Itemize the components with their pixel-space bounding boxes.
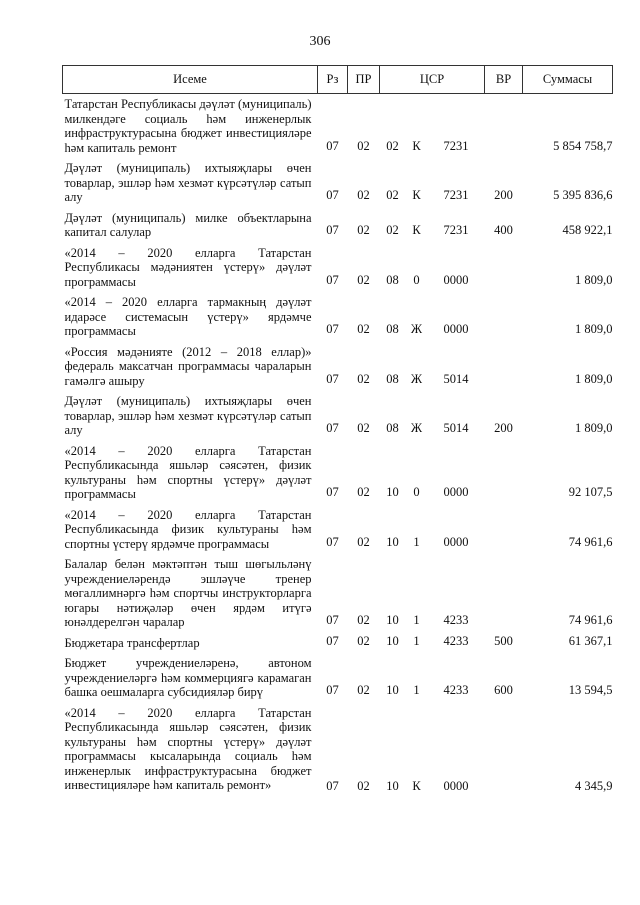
- row-vr: 600: [494, 683, 513, 697]
- row-rz: 07: [326, 633, 339, 648]
- row-csr-1: 10: [386, 683, 399, 697]
- row-csr-2: К: [412, 138, 421, 153]
- row-sum: 61 367,1: [568, 633, 613, 648]
- row-csr-3: 0000: [443, 534, 469, 549]
- row-vr: [485, 505, 523, 555]
- row-csr-2: 0: [413, 485, 420, 499]
- row-csr-1: 02: [386, 223, 399, 237]
- row-sum: 1 809,0: [575, 272, 613, 287]
- row-csr-2: К: [412, 779, 421, 793]
- row-rz: 07: [326, 138, 339, 153]
- row-sum: 1 809,0: [575, 371, 613, 386]
- row-pr: 02: [357, 371, 370, 386]
- row-csr-2: Ж: [410, 322, 423, 336]
- table-row: [63, 292, 613, 342]
- row-csr-1: 02: [386, 138, 399, 153]
- row-pr: 02: [357, 272, 370, 287]
- row-vr: [485, 292, 523, 342]
- row-rz: 07: [326, 371, 339, 386]
- budget-table: [62, 65, 613, 799]
- row-csr-2: 1: [413, 683, 420, 697]
- row-pr: 02: [357, 613, 370, 627]
- row-name: «2014 – 2020 елларга тармакның дәүләт идарәсе системасын үстерү» ярдәмче программасы: [64, 295, 312, 338]
- row-vr: 500: [494, 633, 513, 648]
- row-rz: 07: [326, 485, 339, 499]
- row-name: «Россия мәдәнияте (2012 – 2018 еллар)» федераль максатчан программасы чараларын гамәлгә ашыру: [64, 344, 312, 388]
- table-row: [63, 94, 613, 159]
- row-sum: 5 854 758,7: [553, 138, 613, 153]
- row-pr: 02: [357, 485, 370, 499]
- row-sum: 92 107,5: [568, 485, 613, 499]
- row-csr-3: 5014: [443, 371, 469, 386]
- row-csr-1: 10: [386, 633, 399, 648]
- row-vr: 200: [494, 421, 513, 435]
- table-body: [63, 94, 613, 799]
- row-csr-1: 08: [386, 322, 399, 336]
- row-rz: 07: [326, 613, 339, 627]
- row-csr-1: 08: [386, 421, 399, 435]
- row-sum: 5 395 836,6: [553, 188, 613, 202]
- row-rz: 07: [326, 683, 339, 697]
- row-pr: 02: [357, 223, 370, 237]
- row-csr-3: 7231: [443, 188, 469, 202]
- table-row: [63, 208, 613, 243]
- row-name: «2014 – 2020 елларга Татарстан Республикасында яшьләр сәясәтен, физик культураны һәм спортны үстерү» дәүләт программасы: [64, 443, 312, 501]
- row-csr-3: 0000: [443, 322, 469, 336]
- row-csr-2: Ж: [410, 421, 423, 435]
- row-csr-2: 1: [413, 534, 420, 549]
- header-sum: Суммасы: [523, 66, 613, 94]
- row-pr: 02: [357, 138, 370, 153]
- row-name: Дәүләт (муниципаль) ихтыяҗлары өчен товарлар, эшләр һәм хезмәт күрсәтүләр сатып алу: [64, 394, 312, 437]
- row-csr-1: 10: [386, 485, 399, 499]
- table-header-row: [63, 66, 613, 94]
- row-csr-1: 10: [386, 613, 399, 627]
- row-rz: 07: [326, 188, 339, 202]
- row-name: Дәүләт (муниципаль) ихтыяҗлары өчен товарлар, эшләр һәм хезмәт күрсәтүләр сатып алу: [64, 161, 312, 204]
- table-row: [63, 441, 613, 505]
- row-csr-2: 1: [413, 613, 420, 627]
- row-csr-2: 1: [413, 633, 420, 648]
- header-pr: ПР: [348, 66, 380, 94]
- row-sum: 13 594,5: [568, 683, 613, 697]
- table-row: [63, 342, 613, 392]
- row-csr-3: 7231: [443, 138, 469, 153]
- row-csr-3: 4233: [443, 613, 469, 627]
- table-row: [63, 633, 613, 654]
- row-sum: 1 809,0: [575, 421, 613, 435]
- row-vr: [485, 94, 523, 159]
- row-rz: 07: [326, 779, 339, 793]
- row-pr: 02: [357, 534, 370, 549]
- table-row: [63, 554, 613, 633]
- table-row: [63, 653, 613, 703]
- row-name: Татарстан Республикасы дәүләт (муниципаль) милкендәге социаль һәм инженерлык инфраструктурасына бюджет инвестицияләре һәм капиталь ремонт: [64, 97, 312, 155]
- row-csr-3: 0000: [443, 779, 469, 793]
- row-pr: 02: [357, 421, 370, 435]
- table-row: [63, 703, 613, 799]
- row-csr-3: 7231: [443, 223, 469, 237]
- row-rz: 07: [326, 421, 339, 435]
- row-sum: 458 922,1: [562, 223, 613, 237]
- table-row: [63, 505, 613, 555]
- row-name: Балалар белән мәктәптән тыш шөгыльләнү учреждениеләрендә эшләүче тренер мөгаллимнәргә һәм спортчы инструкторларга югары нәтиҗәләр өчен ярдәм итүгә юнәлдерелгән чаралар: [64, 557, 312, 629]
- table-row: [63, 158, 613, 208]
- row-pr: 02: [357, 683, 370, 697]
- row-rz: 07: [326, 322, 339, 336]
- row-rz: 07: [326, 272, 339, 287]
- row-csr-3: 5014: [443, 421, 469, 435]
- row-sum: 4 345,9: [575, 779, 613, 793]
- row-csr-3: 4233: [443, 683, 469, 697]
- row-csr-1: 08: [386, 371, 399, 386]
- row-vr: [485, 703, 523, 799]
- row-vr: 400: [494, 223, 513, 237]
- row-csr-2: К: [412, 188, 421, 202]
- table-row: [63, 391, 613, 441]
- row-name: «2014 – 2020 елларга Татарстан Республикасы мәдәниятен үстерү» дәүләт программасы: [64, 245, 312, 289]
- row-vr: [485, 441, 523, 505]
- row-pr: 02: [357, 322, 370, 336]
- header-rz: Рз: [318, 66, 348, 94]
- row-rz: 07: [326, 223, 339, 237]
- row-name: «2014 – 2020 елларга Татарстан Республикасында яшьләр сәясәтен, физик культураны һәм спортны үстерү» дәүләт программасы кысаларында социаль һәм инженерлык инфраструктурасына бюджет инвестицияләре һәм капиталь ремонт»: [64, 705, 312, 792]
- row-name: Дәүләт (муниципаль) милке объектларына капитал салулар: [64, 210, 312, 239]
- row-vr: [485, 554, 523, 633]
- row-csr-2: Ж: [410, 371, 423, 386]
- row-name: «2014 – 2020 елларга Татарстан Республикасында физик культураны һәм спортны үстерү ярдәмче программасы: [64, 507, 312, 551]
- header-vr: ВР: [485, 66, 523, 94]
- row-vr: [485, 342, 523, 392]
- row-pr: 02: [357, 779, 370, 793]
- row-sum: 1 809,0: [575, 322, 613, 336]
- row-pr: 02: [357, 188, 370, 202]
- row-name: Бюджетара трансфертлар: [64, 635, 200, 650]
- row-csr-1: 08: [386, 272, 399, 287]
- row-csr-2: 0: [413, 272, 420, 287]
- row-vr: 200: [494, 188, 513, 202]
- row-csr-1: 02: [386, 188, 399, 202]
- header-name: Исеме: [63, 66, 318, 94]
- row-csr-1: 10: [386, 534, 399, 549]
- row-csr-1: 10: [386, 779, 399, 793]
- row-name: Бюджет учреждениеләренә, автоном учреждениеләргә һәм коммерциягә карамаган башка оешмаларга субсидияләр бирү: [64, 656, 312, 699]
- table-row: [63, 243, 613, 293]
- row-csr-3: 4233: [443, 633, 469, 648]
- row-csr-3: 0000: [443, 272, 469, 287]
- header-csr: ЦСР: [380, 66, 485, 94]
- row-csr-3: 0000: [443, 485, 469, 499]
- row-sum: 74 961,6: [568, 613, 613, 627]
- row-pr: 02: [357, 633, 370, 648]
- page-number: 306: [309, 34, 331, 49]
- row-sum: 74 961,6: [568, 534, 613, 549]
- row-vr: [485, 243, 523, 293]
- row-rz: 07: [326, 534, 339, 549]
- row-csr-2: К: [412, 223, 421, 237]
